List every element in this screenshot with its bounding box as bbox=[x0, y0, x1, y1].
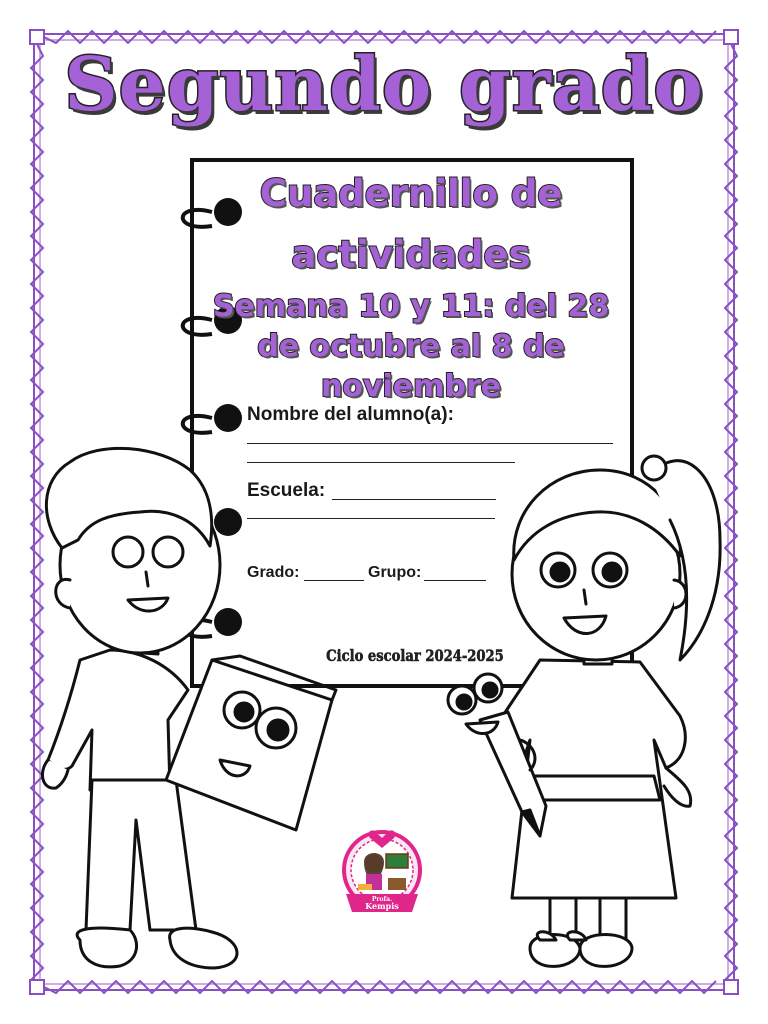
week-line1: Semana 10 y 11: del 28 bbox=[212, 289, 610, 324]
school-label: Escuela: bbox=[247, 480, 326, 501]
teacher-logo bbox=[336, 828, 428, 922]
school-year-label: Ciclo escolar 2024-2025 bbox=[326, 646, 504, 665]
week-line2: de octubre al 8 de bbox=[257, 329, 565, 364]
booklet-heading-line1: Cuadernillo de bbox=[259, 172, 563, 215]
logo-label-line1: Profa. bbox=[371, 896, 393, 903]
booklet-heading-line2: actividades bbox=[291, 233, 531, 276]
group-label: Grupo: bbox=[368, 564, 422, 581]
student-name-label: Nombre del alumno(a): bbox=[247, 404, 454, 425]
logo-label-line2: Kempis bbox=[365, 901, 399, 911]
week-line3: noviembre bbox=[320, 369, 502, 404]
page-title: Segundo grado bbox=[64, 42, 704, 128]
grade-label: Grado: bbox=[247, 564, 300, 581]
